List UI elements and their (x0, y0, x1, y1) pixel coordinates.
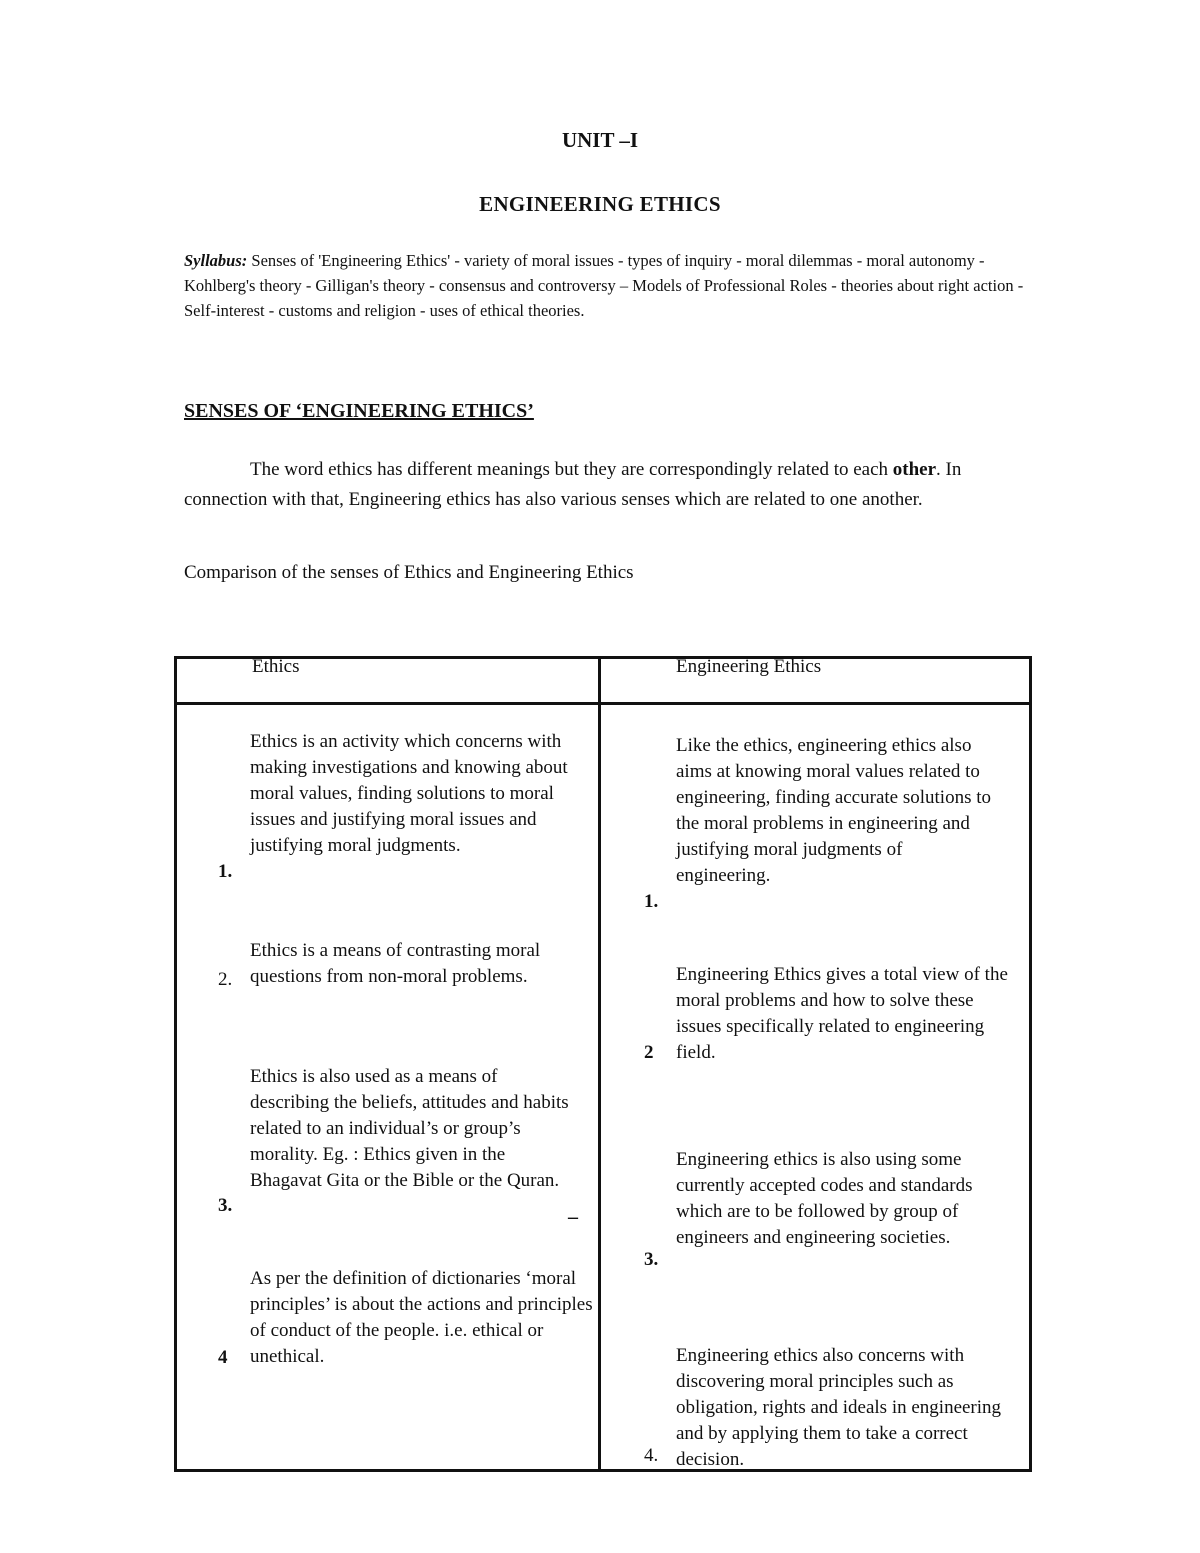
engineering-item-1-text: Like the ethics, engineering ethics also aims at knowing moral values related to engineering, finding accurate solutions to the moral problems in engineering and justifying moral judgments of engineering. (676, 735, 991, 886)
section-heading: SENSES OF ‘ENGINEERING ETHICS’ (184, 400, 534, 422)
engineering-item-1-number: 1. (644, 891, 659, 912)
ethics-item-2-number: 2. (218, 969, 233, 990)
stray-dash-mark: – (568, 1206, 578, 1228)
table-header-ethics: Ethics (252, 656, 300, 677)
intro-part2: . In connection with that, Engineering ethics has also various senses which are related to one another. (184, 459, 962, 510)
syllabus-label: Syllabus: (184, 251, 248, 270)
ethics-item-4-text: As per the definition of dictionaries ‘moral principles’ is about the actions and principles of conduct of the people. i.e. ethical or unethical. (250, 1268, 593, 1367)
engineering-item-2-number: 2 (644, 1042, 654, 1063)
engineering-item-3-text: Engineering ethics is also using some currently accepted codes and standards which are to be followed by group of engineers and engineering societies. (676, 1149, 973, 1248)
page-title: ENGINEERING ETHICS (479, 192, 721, 216)
engineering-item-3-number: 3. (644, 1249, 659, 1270)
ethics-item-3-number: 3. (218, 1195, 233, 1216)
intro-paragraph (184, 455, 1024, 515)
intro-part1: The word ethics has different meanings but they are correspondingly related to each (250, 459, 893, 480)
ethics-item-2-text: Ethics is a means of contrasting moral questions from non-moral problems. (250, 940, 541, 987)
ethics-item-3-text: Ethics is also used as a means of describing the beliefs, attitudes and habits related to an individual’s or group’s morality. Eg. : Ethics given in the Bhagavat Gita or the Bible or the Quran. (250, 1066, 569, 1191)
table-header-engineering-ethics: Engineering Ethics (676, 656, 822, 677)
table-header-divider (174, 702, 1032, 705)
syllabus-text: Senses of 'Engineering Ethics' - variety of moral issues - types of inquiry - moral dilemmas - moral autonomy - Kohlberg's theory - Gilligan's theory - consensus and controversy – Models of Professional Roles - theories about right action - Self-interest - customs and religion - uses of ethical theories. (184, 251, 1024, 320)
engineering-item-2-text: Engineering Ethics gives a total view of the moral problems and how to solve these issues specifically related to engineering field. (676, 964, 1008, 1063)
intro-bold-word: other (892, 459, 937, 480)
ethics-item-1-text: Ethics is an activity which concerns with making investigations and knowing about moral values, finding solutions to moral issues and justifying moral issues and justifying moral judgments. (250, 731, 568, 856)
engineering-item-4-text: Engineering ethics also concerns with discovering moral principles such as obligation, rights and ideals in engineering and by applying them to take a correct decision. (676, 1345, 1002, 1470)
ethics-item-1-number: 1. (218, 861, 233, 882)
comparison-caption: Comparison of the senses of Ethics and Engineering Ethics (184, 562, 634, 583)
ethics-item-4-number: 4 (218, 1347, 228, 1368)
table-column-divider (598, 656, 601, 1472)
syllabus (184, 248, 1024, 323)
engineering-item-4-number: 4. (644, 1445, 659, 1466)
unit-title: UNIT –I (561, 128, 639, 152)
